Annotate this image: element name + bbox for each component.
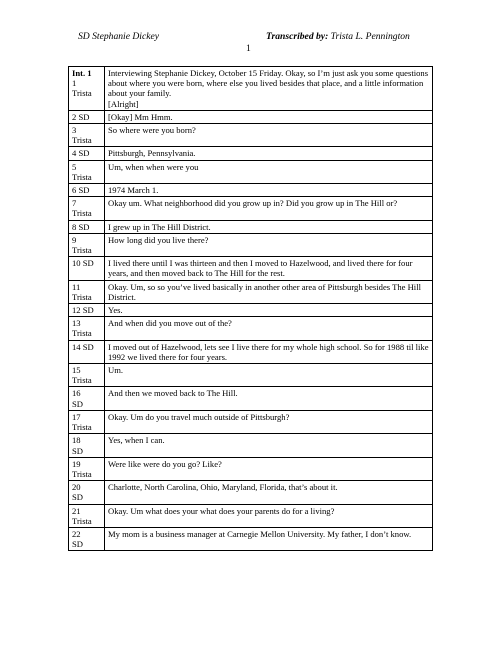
transcript-table xyxy=(68,66,433,551)
speaker-cell xyxy=(69,364,105,387)
utterance-text: I grew up in The Hill District. xyxy=(105,220,433,233)
speaker-label: 4 SD xyxy=(72,148,90,159)
utterance-text: And then we moved back to The Hill. xyxy=(105,387,433,410)
transcript-row xyxy=(69,184,433,197)
speaker-label: 9 Trista xyxy=(72,234,92,256)
utterance-text: Pittsburgh, Pennsylvania. xyxy=(105,147,433,160)
transcript-row xyxy=(69,280,433,303)
transcript-row xyxy=(69,67,433,111)
transcriber-name: Trista L. Pennington xyxy=(330,31,410,42)
utterance-text: Okay. Um, so so you’ve lived basically in another other area of Pittsburgh besides The Hill District. xyxy=(105,280,433,303)
speaker-label: 1 Trista xyxy=(72,78,92,99)
speaker-label: 10 SD xyxy=(72,258,94,269)
utterance-text: Okay um. What neighborhood did you grow up in? Did you grow up in The Hill or? xyxy=(105,197,433,220)
header-transcriber xyxy=(266,31,410,42)
transcript-row xyxy=(69,197,433,220)
transcript-row xyxy=(69,434,433,457)
speaker-label: 21 Trista xyxy=(72,505,92,526)
utterance-text: And when did you move out of the? xyxy=(105,317,433,340)
utterance-text: So where were you born? xyxy=(105,124,433,147)
speaker-label: 2 SD xyxy=(72,111,90,122)
utterance-text: Were like were do you go? Like? xyxy=(105,457,433,480)
header-document-title: SD Stephanie Dickey xyxy=(78,31,159,42)
utterance-text: Charlotte, North Carolina, Ohio, Maryland, Florida, that’s about it. xyxy=(105,481,433,504)
speaker-cell xyxy=(69,67,105,111)
transcriber-label: Transcribed by: xyxy=(266,31,329,42)
transcript-row xyxy=(69,124,433,147)
speaker-label: 14 SD xyxy=(72,341,94,352)
speaker-cell xyxy=(69,304,105,317)
transcript-row xyxy=(69,257,433,280)
interview-label: Int. 1 xyxy=(72,68,92,78)
utterance-text: Yes, when I can. xyxy=(105,434,433,457)
speaker-label: 12 SD xyxy=(72,305,94,316)
speaker-label: 17 Trista xyxy=(72,411,92,433)
speaker-label: 20 SD xyxy=(72,482,83,503)
speaker-cell xyxy=(69,481,105,504)
speaker-cell xyxy=(69,147,105,160)
speaker-cell xyxy=(69,184,105,197)
utterance-text: [Okay] Mm Hmm. xyxy=(105,110,433,123)
speaker-cell xyxy=(69,280,105,303)
transcript-row xyxy=(69,340,433,363)
transcript-row xyxy=(69,233,433,256)
speaker-label: 5 Trista xyxy=(72,161,92,182)
speaker-cell xyxy=(69,124,105,147)
transcript-row xyxy=(69,317,433,340)
utterance-text: Um. xyxy=(105,364,433,387)
utterance-text: How long did you live there? xyxy=(105,233,433,256)
speaker-label: 18 SD xyxy=(72,435,83,456)
speaker-cell xyxy=(69,527,105,550)
speaker-cell xyxy=(69,233,105,256)
speaker-cell xyxy=(69,197,105,220)
speaker-cell xyxy=(69,317,105,340)
utterance-text: Yes. xyxy=(105,304,433,317)
speaker-cell xyxy=(69,340,105,363)
speaker-label: 19 Trista xyxy=(72,458,92,479)
speaker-cell xyxy=(69,504,105,527)
transcript-row xyxy=(69,457,433,480)
speaker-label: 16 SD xyxy=(72,388,83,409)
speaker-label: 13 Trista xyxy=(72,318,92,339)
speaker-cell xyxy=(69,457,105,480)
speaker-label: 11 Trista xyxy=(72,281,92,302)
transcript-row xyxy=(69,147,433,160)
speaker-cell xyxy=(69,257,105,280)
speaker-cell xyxy=(69,160,105,183)
speaker-label: 8 SD xyxy=(72,221,90,232)
speaker-cell xyxy=(69,220,105,233)
speaker-cell xyxy=(69,110,105,123)
utterance-text: Interviewing Stephanie Dickey, October 15 Friday. Okay, so I’m just ask you some questions about where you were born, where else you lived besides that place, and a little information about your family. [Alright] xyxy=(105,67,433,111)
utterance-text: Okay. Um what does your what does your parents do for a living? xyxy=(105,504,433,527)
transcript-row xyxy=(69,481,433,504)
speaker-cell xyxy=(69,434,105,457)
transcript-row xyxy=(69,220,433,233)
utterance-text: Okay. Um do you travel much outside of Pittsburgh? xyxy=(105,410,433,433)
transcript-row xyxy=(69,304,433,317)
transcript-row xyxy=(69,504,433,527)
utterance-text: 1974 March 1. xyxy=(105,184,433,197)
speaker-label: 15 Trista xyxy=(72,365,92,386)
speaker-cell xyxy=(69,410,105,433)
transcript-row xyxy=(69,387,433,410)
page-number: 1 xyxy=(246,43,251,54)
transcript-row xyxy=(69,527,433,550)
transcript-row xyxy=(69,364,433,387)
utterance-text: I moved out of Hazelwood, lets see I live there for my whole high school. So for 1988 til like 1992 we lived there for four years. xyxy=(105,340,433,363)
utterance-text: I lived there until I was thirteen and then I moved to Hazelwood, and lived there for four years, and then moved back to The Hill for the rest. xyxy=(105,257,433,280)
speaker-cell xyxy=(69,387,105,410)
speaker-label: 22 SD xyxy=(72,528,83,550)
transcript-row xyxy=(69,410,433,433)
transcript-row xyxy=(69,160,433,183)
speaker-label: 7 Trista xyxy=(72,198,92,219)
transcript-row xyxy=(69,110,433,123)
utterance-text: Um, when when were you xyxy=(105,160,433,183)
speaker-label: 3 Trista xyxy=(72,125,92,146)
utterance-text: My mom is a business manager at Carnegie Mellon University. My father, I don’t know. xyxy=(105,527,433,550)
speaker-label: 6 SD xyxy=(72,185,90,196)
